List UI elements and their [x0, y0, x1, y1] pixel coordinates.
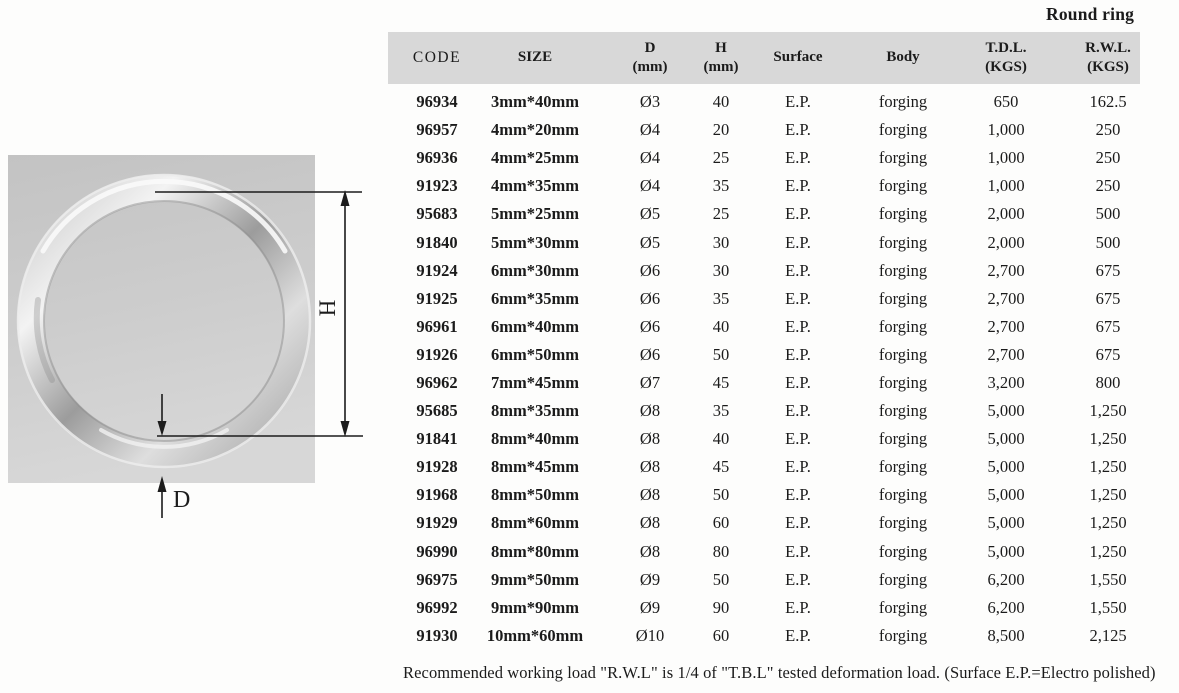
cell-size: 6mm*40mm: [491, 316, 579, 336]
cell-surface: E.P.: [785, 401, 811, 421]
cell-code: 96961: [416, 316, 458, 336]
table-row: [388, 313, 1140, 341]
cell-rwl: 800: [1095, 372, 1121, 392]
cell-d: Ø6: [639, 316, 661, 336]
cell-body: forging: [878, 372, 928, 392]
cell-code: 96975: [416, 569, 458, 589]
cell-body: forging: [878, 92, 928, 112]
cell-surface: E.P.: [785, 429, 811, 449]
cell-body: forging: [878, 120, 928, 140]
table-row: [388, 369, 1140, 397]
table-row: [388, 144, 1140, 172]
cell-tdl: 650: [993, 92, 1019, 112]
table-row: [388, 481, 1140, 509]
cell-code: 96957: [416, 120, 458, 140]
cell-tdl: 2,700: [987, 344, 1025, 364]
cell-d: Ø7: [639, 372, 661, 392]
cell-body: forging: [878, 316, 928, 336]
cell-surface: E.P.: [785, 597, 811, 617]
cell-rwl: 1,250: [1089, 429, 1127, 449]
cell-code: 91841: [416, 429, 458, 449]
cell-h: 45: [712, 372, 730, 392]
cell-d: Ø8: [639, 485, 661, 505]
cell-body: forging: [878, 597, 928, 617]
product-figure: [0, 140, 400, 540]
cell-tdl: 5,000: [987, 485, 1025, 505]
cell-surface: E.P.: [785, 260, 811, 280]
table-row: [388, 538, 1140, 566]
column-header-surface: Surface: [773, 49, 823, 66]
cell-d: Ø5: [639, 204, 661, 224]
cell-surface: E.P.: [785, 485, 811, 505]
cell-rwl: 675: [1095, 260, 1121, 280]
cell-size: 8mm*50mm: [491, 485, 579, 505]
cell-tdl: 2,000: [987, 232, 1025, 252]
cell-rwl: 250: [1095, 148, 1121, 168]
cell-h: 40: [712, 429, 730, 449]
cell-body: forging: [878, 429, 928, 449]
cell-rwl: 675: [1095, 344, 1121, 364]
table-row: [388, 257, 1140, 285]
cell-code: 91930: [416, 625, 458, 645]
cell-rwl: 2,125: [1089, 625, 1127, 645]
table-row: [388, 453, 1140, 481]
cell-h: 80: [712, 541, 730, 561]
cell-h: 30: [712, 260, 730, 280]
cell-d: Ø9: [639, 569, 661, 589]
cell-h: 35: [712, 401, 730, 421]
table-row: [388, 622, 1140, 650]
cell-size: 8mm*80mm: [491, 541, 579, 561]
cell-d: Ø4: [639, 176, 661, 196]
cell-h: 40: [712, 316, 730, 336]
cell-tdl: 1,000: [987, 176, 1025, 196]
cell-code: 96936: [416, 148, 458, 168]
cell-size: 8mm*40mm: [491, 429, 579, 449]
cell-body: forging: [878, 176, 928, 196]
cell-size: 8mm*45mm: [491, 457, 579, 477]
cell-h: 30: [712, 232, 730, 252]
cell-body: forging: [878, 148, 928, 168]
cell-d: Ø8: [639, 541, 661, 561]
cell-code: 96934: [416, 92, 458, 112]
cell-rwl: 162.5: [1089, 92, 1127, 112]
cell-rwl: 1,250: [1089, 541, 1127, 561]
cell-rwl: 1,550: [1089, 597, 1127, 617]
cell-d: Ø3: [639, 92, 661, 112]
cell-size: 6mm*35mm: [491, 288, 579, 308]
table-row: [388, 172, 1140, 200]
footnote: Recommended working load "R.W.L" is 1/4 of "T.B.L" tested deformation load. (Surface E.P.=Electro polished): [403, 663, 1156, 682]
cell-code: 96992: [416, 597, 458, 617]
cell-h: 50: [712, 569, 730, 589]
cell-tdl: 5,000: [987, 429, 1025, 449]
cell-size: 9mm*90mm: [491, 597, 579, 617]
column-header-rwl: R.W.L. (KGS): [1085, 39, 1131, 75]
column-header-h: H (mm): [703, 39, 739, 75]
cell-rwl: 1,250: [1089, 401, 1127, 421]
table-row: [388, 341, 1140, 369]
cell-d: Ø6: [639, 344, 661, 364]
cell-tdl: 8,500: [987, 625, 1025, 645]
cell-h: 45: [712, 457, 730, 477]
cell-rwl: 500: [1095, 204, 1121, 224]
cell-size: 8mm*60mm: [491, 513, 579, 533]
cell-surface: E.P.: [785, 372, 811, 392]
cell-tdl: 3,200: [987, 372, 1025, 392]
table-row: [388, 425, 1140, 453]
cell-surface: E.P.: [785, 120, 811, 140]
table-row: [388, 116, 1140, 144]
cell-code: 91924: [416, 260, 458, 280]
cell-body: forging: [878, 625, 928, 645]
cell-surface: E.P.: [785, 569, 811, 589]
table-row: [388, 594, 1140, 622]
cell-tdl: 1,000: [987, 148, 1025, 168]
cell-code: 91925: [416, 288, 458, 308]
column-header-body: Body: [886, 49, 920, 66]
cell-h: 20: [712, 120, 730, 140]
cell-rwl: 1,250: [1089, 513, 1127, 533]
cell-d: Ø8: [639, 429, 661, 449]
cell-code: 91923: [416, 176, 458, 196]
cell-d: Ø10: [635, 625, 665, 645]
cell-rwl: 1,250: [1089, 485, 1127, 505]
cell-d: Ø4: [639, 120, 661, 140]
cell-size: 7mm*45mm: [491, 372, 579, 392]
cell-code: 91928: [416, 457, 458, 477]
cell-code: 95683: [416, 204, 458, 224]
cell-tdl: 6,200: [987, 597, 1025, 617]
cell-body: forging: [878, 288, 928, 308]
cell-rwl: 1,250: [1089, 457, 1127, 477]
cell-tdl: 6,200: [987, 569, 1025, 589]
table-header-row: [388, 32, 1140, 84]
cell-d: Ø8: [639, 401, 661, 421]
cell-code: 91840: [416, 232, 458, 252]
cell-surface: E.P.: [785, 204, 811, 224]
cell-size: 4mm*25mm: [491, 148, 579, 168]
cell-d: Ø6: [639, 288, 661, 308]
cell-d: Ø5: [639, 232, 661, 252]
table-row: [388, 88, 1140, 116]
cell-code: 95685: [416, 401, 458, 421]
cell-body: forging: [878, 541, 928, 561]
cell-tdl: 5,000: [987, 541, 1025, 561]
cell-tdl: 5,000: [987, 401, 1025, 421]
cell-size: 4mm*35mm: [491, 176, 579, 196]
page-title: Round ring: [1046, 4, 1135, 24]
cell-h: 60: [712, 625, 730, 645]
cell-size: 6mm*50mm: [491, 344, 579, 364]
cell-body: forging: [878, 485, 928, 505]
cell-tdl: 2,700: [987, 316, 1025, 336]
cell-rwl: 1,550: [1089, 569, 1127, 589]
cell-tdl: 1,000: [987, 120, 1025, 140]
cell-body: forging: [878, 344, 928, 364]
cell-d: Ø9: [639, 597, 661, 617]
cell-surface: E.P.: [785, 541, 811, 561]
cell-body: forging: [878, 569, 928, 589]
cell-size: 8mm*35mm: [491, 401, 579, 421]
cell-code: 91926: [416, 344, 458, 364]
cell-surface: E.P.: [785, 92, 811, 112]
cell-size: 3mm*40mm: [491, 92, 579, 112]
cell-surface: E.P.: [785, 625, 811, 645]
table-row: [388, 228, 1140, 256]
column-header-code: CODE: [412, 48, 462, 66]
cell-rwl: 500: [1095, 232, 1121, 252]
column-header-tdl: T.D.L. (KGS): [985, 39, 1027, 75]
cell-surface: E.P.: [785, 288, 811, 308]
cell-h: 35: [712, 288, 730, 308]
column-header-d: D (mm): [632, 39, 668, 75]
cell-h: 25: [712, 204, 730, 224]
table-row: [388, 200, 1140, 228]
cell-body: forging: [878, 457, 928, 477]
arrow-down-icon: [341, 421, 350, 437]
cell-h: 60: [712, 513, 730, 533]
d-dimension-label: D: [173, 487, 191, 513]
cell-tdl: 2,000: [987, 204, 1025, 224]
cell-code: 96990: [416, 541, 458, 561]
h-dimension-label: H: [314, 299, 340, 317]
column-header-size: SIZE: [517, 49, 553, 66]
cell-tdl: 5,000: [987, 513, 1025, 533]
cell-tdl: 2,700: [987, 288, 1025, 308]
cell-code: 91968: [416, 485, 458, 505]
cell-tdl: 2,700: [987, 260, 1025, 280]
cell-size: 5mm*25mm: [491, 204, 579, 224]
cell-tdl: 5,000: [987, 457, 1025, 477]
cell-h: 50: [712, 344, 730, 364]
cell-code: 96962: [416, 372, 458, 392]
cell-size: 6mm*30mm: [491, 260, 579, 280]
cell-size: 5mm*30mm: [491, 232, 579, 252]
table-row: [388, 566, 1140, 594]
cell-body: forging: [878, 232, 928, 252]
table-body: [388, 88, 1140, 650]
cell-size: 4mm*20mm: [491, 120, 579, 140]
cell-surface: E.P.: [785, 457, 811, 477]
cell-surface: E.P.: [785, 344, 811, 364]
cell-size: 10mm*60mm: [486, 625, 584, 645]
cell-d: Ø8: [639, 457, 661, 477]
cell-rwl: 675: [1095, 288, 1121, 308]
cell-h: 50: [712, 485, 730, 505]
table-row: [388, 397, 1140, 425]
cell-body: forging: [878, 260, 928, 280]
cell-surface: E.P.: [785, 513, 811, 533]
cell-surface: E.P.: [785, 232, 811, 252]
cell-surface: E.P.: [785, 176, 811, 196]
cell-body: forging: [878, 204, 928, 224]
cell-d: Ø8: [639, 513, 661, 533]
cell-h: 90: [712, 597, 730, 617]
cell-rwl: 250: [1095, 176, 1121, 196]
spec-table: [388, 32, 1140, 650]
cell-surface: E.P.: [785, 316, 811, 336]
cell-rwl: 675: [1095, 316, 1121, 336]
table-row: [388, 509, 1140, 537]
cell-rwl: 250: [1095, 120, 1121, 140]
table-row: [388, 285, 1140, 313]
cell-body: forging: [878, 513, 928, 533]
cell-code: 91929: [416, 513, 458, 533]
cell-d: Ø4: [639, 148, 661, 168]
cell-body: forging: [878, 401, 928, 421]
cell-surface: E.P.: [785, 148, 811, 168]
cell-h: 40: [712, 92, 730, 112]
cell-size: 9mm*50mm: [491, 569, 579, 589]
cell-d: Ø6: [639, 260, 661, 280]
cell-h: 25: [712, 148, 730, 168]
cell-h: 35: [712, 176, 730, 196]
